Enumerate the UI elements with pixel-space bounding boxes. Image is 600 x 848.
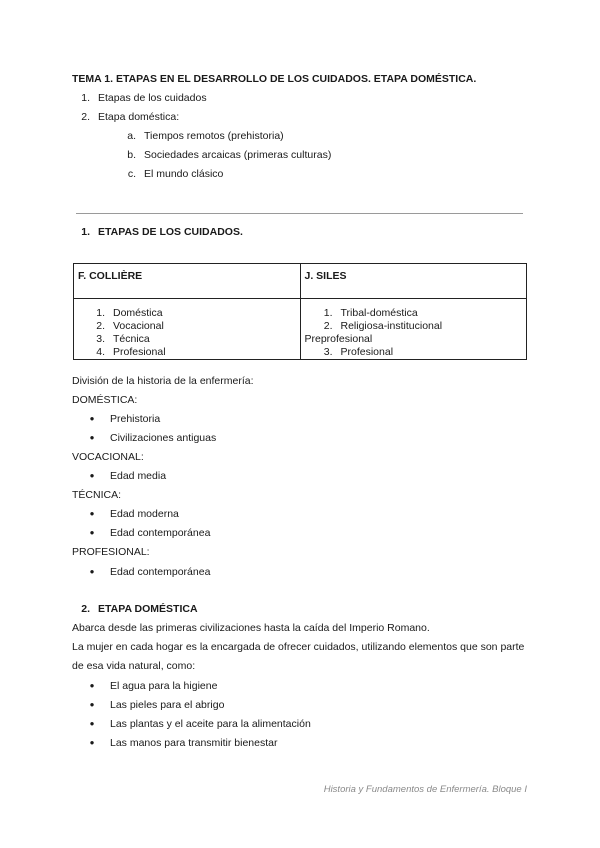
document-title: TEMA 1. ETAPAS EN EL DESARROLLO DE LOS CUIDADOS. ETAPA DOMÉSTICA. (72, 73, 477, 85)
bullet-icon: ● (89, 509, 95, 518)
toc-subitem: c. El mundo clásico (127, 168, 224, 180)
bullet-item: ● Edad media (82, 470, 166, 482)
section-divider (76, 213, 523, 214)
bullet-icon: ● (89, 471, 95, 480)
list-item: 4. Profesional (96, 346, 166, 358)
section-heading-2: 2. ETAPA DOMÉSTICA (81, 603, 198, 615)
section-heading-1: 1. ETAPAS DE LOS CUIDADOS. (81, 226, 243, 238)
list-item: 3. Técnica (96, 333, 150, 345)
bullet-item: ● Prehistoria (82, 413, 160, 425)
table-header-colliere: F. COLLIÈRE (74, 264, 301, 299)
bullet-item: ● El agua para la higiene (82, 680, 217, 692)
bullet-item: ● Las plantas y el aceite para la alimentación (82, 718, 311, 730)
division-intro: División de la historia de la enfermería: (72, 375, 254, 387)
bullet-icon: ● (89, 414, 95, 423)
list-item: 1. Tribal-doméstica (323, 307, 418, 319)
period-label: TÉCNICA: (72, 489, 122, 501)
bullet-item: ● Edad moderna (82, 508, 179, 520)
list-item: 1. Doméstica (96, 307, 163, 319)
list-item: 2. Religiosa-institucional (323, 320, 443, 332)
period-label: DOMÉSTICA: (72, 394, 138, 406)
bullet-item: ● Edad contemporánea (82, 527, 210, 539)
period-label: VOCACIONAL: (72, 451, 144, 463)
bullet-icon: ● (89, 738, 95, 747)
paragraph: de esa vida natural, como: (72, 660, 196, 672)
toc-item: 1. Etapas de los cuidados (81, 92, 207, 104)
bullet-icon: ● (89, 681, 95, 690)
list-item-wrap: Preprofesional (304, 333, 373, 345)
bullet-item: ● Las manos para transmitir bienestar (82, 737, 278, 749)
bullet-item: ● Edad contemporánea (82, 566, 210, 578)
list-item: 3. Profesional (323, 346, 394, 358)
list-item: 2. Vocacional (96, 320, 164, 332)
bullet-icon: ● (89, 528, 95, 537)
table-header-siles: J. SILES (300, 264, 527, 299)
table-cell-siles (300, 299, 527, 360)
bullet-icon: ● (89, 719, 95, 728)
paragraph: Abarca desde las primeras civilizaciones hasta la caída del Imperio Romano. (72, 622, 430, 634)
period-label: PROFESIONAL: (72, 546, 150, 558)
bullet-item: ● Civilizaciones antiguas (82, 432, 216, 444)
paragraph: La mujer en cada hogar es la encargada de ofrecer cuidados, utilizando elementos que son parte (72, 641, 525, 653)
toc-subitem: b. Sociedades arcaicas (primeras culturas) (127, 149, 332, 161)
page-footer: Historia y Fundamentos de Enfermería. Bloque I (323, 784, 527, 795)
toc-item: 2. Etapa doméstica: (81, 111, 180, 123)
bullet-icon: ● (89, 433, 95, 442)
bullet-item: ● Las pieles para el abrigo (82, 699, 224, 711)
bullet-icon: ● (89, 567, 95, 576)
stages-table (73, 263, 527, 360)
bullet-icon: ● (89, 700, 95, 709)
table-cell-colliere (74, 299, 301, 360)
toc-subitem: a. Tiempos remotos (prehistoria) (127, 130, 284, 142)
